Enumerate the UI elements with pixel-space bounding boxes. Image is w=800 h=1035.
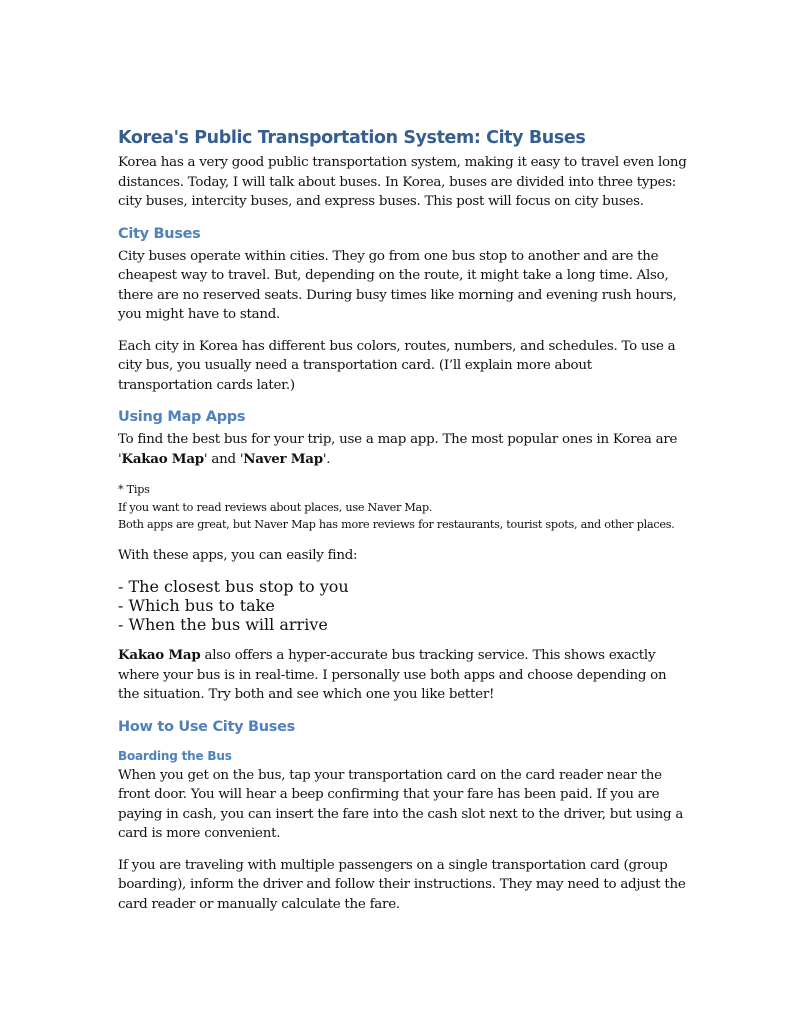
page-title: Korea's Public Transportation System: City Buses: [118, 128, 586, 148]
list-item: - The closest bus stop to you: [118, 577, 349, 596]
kakao-paragraph-text: also offers a hyper-accurate bus tracking service. This shows exactly where your bus is in real-time. I personally use both apps and choose depending on the situation. Try both and see which one you like better!: [118, 648, 667, 702]
tips-title: * Tips: [118, 483, 150, 496]
list-item: - When the bus will arrive: [118, 615, 328, 634]
heading-how-to-use: How to Use City Buses: [118, 718, 295, 735]
subheading-boarding: Boarding the Bus: [118, 748, 232, 763]
map-apps-text: To find the best bus for your trip, use a map app. The most popular ones in Korea are: [118, 432, 678, 447]
tips-line-2: Both apps are great, but Naver Map has more reviews for restaurants, tourist spots, and other places.: [118, 518, 675, 531]
city-buses-paragraph-2: Each city in Korea has different bus colors, routes, numbers, and schedules. To use a city bus, you usually need a transportation card. (I’ll explain more about transportation cards later.): [118, 338, 676, 393]
and-word: and: [211, 451, 236, 467]
intro-paragraph: Korea has a very good public transportation system, making it easy to travel even long distances. Today, I will talk about buses. In Korea, buses are divided into three types: city buses, intercity buses, and express buses. This post will focus on city buses.: [118, 155, 687, 209]
kakao-map-bold: Kakao Map: [118, 647, 201, 663]
document-body: [118, 127, 690, 926]
tips-line-1: If you want to read reviews about places, use Naver Map.: [118, 500, 433, 514]
kakao-map-name: Kakao Map: [121, 450, 204, 467]
city-buses-paragraph-1: City buses operate within cities. They go from one bus stop to another and are the cheapest way to travel. But, depending on the route, it might take a long time. Also, there are no reserved seats. During busy times like morning and evening rush hours, you might have to stand.: [118, 248, 677, 322]
list-intro: With these apps, you can easily find:: [118, 547, 358, 563]
heading-using-map-apps: Using Map Apps: [118, 409, 246, 425]
naver-map-name: Naver Map: [243, 450, 323, 467]
boarding-paragraph-2: If you are traveling with multiple passengers on a single transportation card (group boarding), inform the driver and follow their instructions. They may need to adjust the card reader or manually calculate the fare.: [118, 857, 686, 912]
map-apps-paragraph: To find the best bus for your trip, use a map app. The most popular ones in Korea are 'Kakao Map' and 'Naver Map'.: [118, 432, 678, 467]
tips-block: [118, 481, 690, 534]
list-item: - Which bus to take: [118, 596, 275, 615]
heading-city-buses: City Buses: [118, 225, 201, 242]
features-list: [118, 546, 690, 566]
boarding-paragraph-1: When you get on the bus, tap your transportation card on the card reader near the front door. You will hear a beep confirming that your fare has been paid. If you are paying in cash, you can insert the fare into the cash slot next to the driver, but using a card is more convenient.: [118, 767, 684, 841]
kakao-paragraph: [118, 646, 690, 705]
